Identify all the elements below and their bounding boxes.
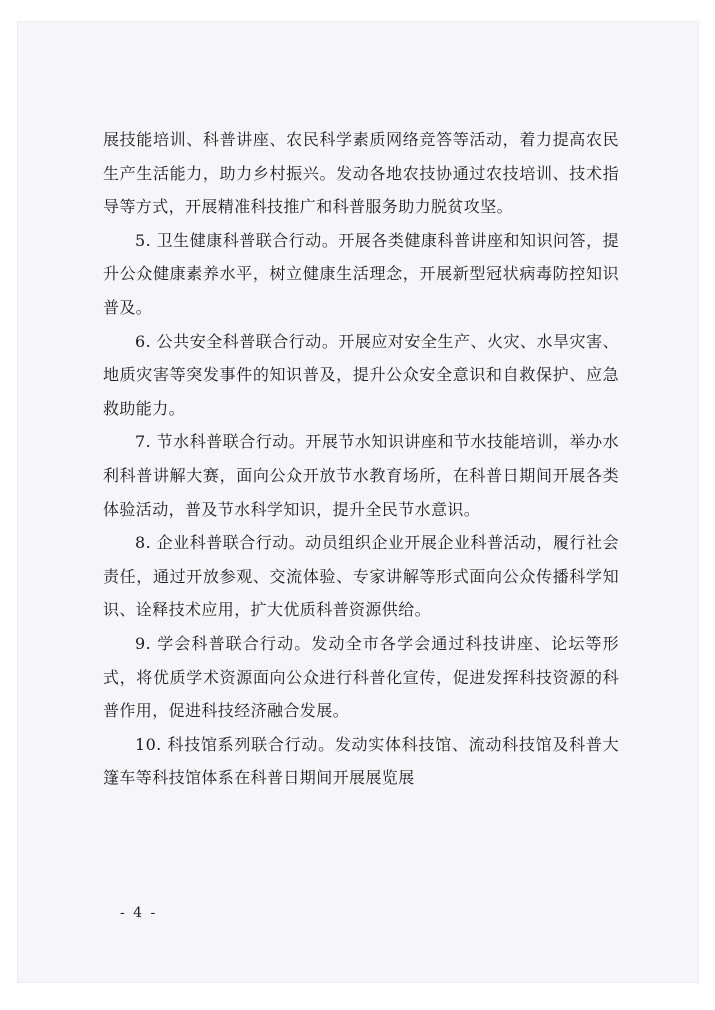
paragraph-item-8: 8. 企业科普联合行动。动员组织企业开展企业科普活动，履行社会责任，通过开放参观、交流体验、专家讲解等形式面向公众传播科学知识、诠释技术应用，扩大优质科普资源供给。 (103, 533, 619, 620)
paragraph-item-10: 10. 科技馆系列联合行动。发动实体科技馆、流动科技馆及科普大篷车等科技馆体系在科普日期间开展展览展 (103, 734, 619, 788)
paragraph-item-6: 6. 公共安全科普联合行动。开展应对安全生产、火灾、水旱灾害、地质灾害等突发事件的知识普及，提升公众安全意识和自救保护、应急救助能力。 (103, 331, 619, 418)
paragraph-item-9: 9. 学会科普联合行动。发动全市各学会通过科技讲座、论坛等形式，将优质学术资源面向公众进行科普化宣传，促进发挥科技资源的科普作用，促进科技经济融合发展。 (103, 633, 619, 721)
paragraph-continuation: 展技能培训、科普讲座、农民科学素质网络竞答等活动，着力提高农民生产生活能力，助力乡村振兴。发动各地农技协通过农技培训、技术指导等方式，开展精准科技推广和科普服务助力脱贫攻坚。 (103, 130, 619, 217)
paragraph-item-7: 7. 节水科普联合行动。开展节水知识讲座和节水技能培训，举办水利科普讲解大赛，面向公众开放节水教育场所，在科普日期间开展各类体验活动，普及节水科学知识，提升全民节水意识。 (103, 432, 619, 519)
paragraph-item-5: 5. 卫生健康科普联合行动。开展各类健康科普讲座和知识问答，提升公众健康素养水平，树立健康生活理念，开展新型冠状病毒防控知识普及。 (103, 230, 619, 317)
page-number: - 4 - (120, 905, 158, 921)
document-body (103, 123, 619, 795)
